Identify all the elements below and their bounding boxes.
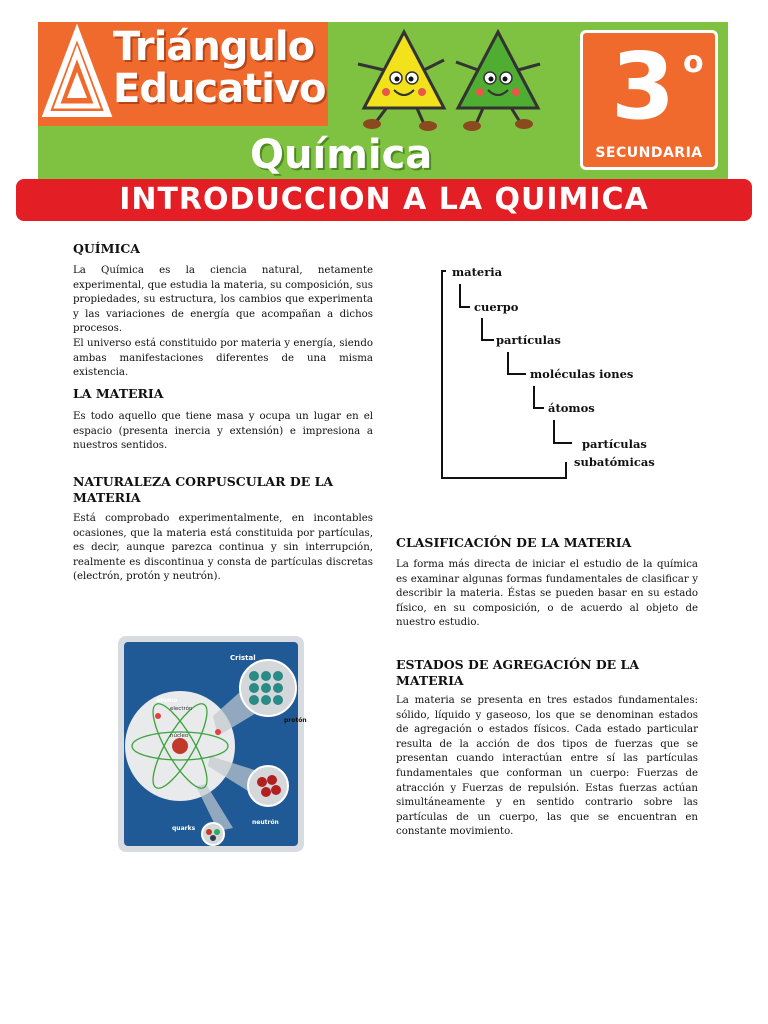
paragraph-naturaleza-corpuscular: Está comprobado experimentalmente, en incontables ocasiones, que la materia está constituida por partículas, es decir, aunque parezca continua y sin interrupción, realmente es discontinua y consta de partículas discretas (electrón, protón y neutrón). (73, 513, 373, 583)
subject-title: Química (250, 132, 433, 178)
tree-node-cuerpo: cuerpo (474, 300, 519, 314)
label-quarks: quarks (172, 825, 196, 832)
nucleus-icon (172, 738, 188, 754)
matter-hierarchy-diagram (436, 262, 676, 482)
label-neutron: neutrón (252, 819, 279, 826)
atom-structure-figure (118, 636, 307, 852)
paragraph-la-materia: Es todo aquello que tiene masa y ocupa un lugar en el espacio (presenta inercia y extensión) e impresiona a nuestros sentidos. (73, 411, 373, 452)
heading-naturaleza-corpuscular: NATURALEZA CORPUSCULAR DE LA MATERIA (73, 474, 334, 505)
grade-level: SECUNDARIA (595, 145, 703, 161)
heading-clasificacion: CLASIFICACIÓN DE LA MATERIA (396, 535, 632, 550)
paragraph-quimica-definition: La Química es la ciencia natural, netamente experimental, que estudia la materia, su composición, sus propiedades, su estructura, los cambios que experimenta y las variaciones de energía que acompañan a dichos procesos. (73, 265, 373, 335)
tree-node-moleculas-iones: moléculas iones (530, 367, 634, 381)
paragraph-estados-agregacion: La materia se presenta en tres estados fundamentales: sólido, líquido y gaseoso, los que se denominan estados de agregación o estados físicos. Cada estado particular resulta de la acción de dos tipos de fuerzas que se presentan cuando interactúan entre sí las partículas fundamentales que conforman un cuerpo: Fuerzas de atracción y Fuerzas de repulsión. Estas fuerzas actúan simultáneamente y en sentido contrario sobre las partículas de un cuerpo, las que se encuentran en constante movimiento. (396, 695, 698, 838)
page-title: INTRODUCCION A LA QUIMICA (119, 182, 649, 217)
label-electron: electrón (170, 706, 193, 712)
label-atomo: átomo (156, 697, 178, 704)
tree-node-particulas-subatomicas-1: partículas (582, 437, 647, 451)
triangle-mascots-icon (348, 26, 548, 134)
grade-badge (580, 30, 718, 170)
heading-la-materia: LA MATERIA (73, 386, 164, 401)
tree-node-atomos: átomos (548, 401, 595, 415)
paragraph-universo: El universo está constituido por materia y energía, siendo ambas manifestaciones diferentes de una misma existencia. (73, 338, 373, 379)
paragraph-clasificacion: La forma más directa de iniciar el estudio de la química es examinar algunas formas fundamentales de clasificar y describir la materia. Éstas se pueden basar en su estado físico, en su composición, o de acuerdo al objeto de nuestro estudio. (396, 559, 698, 629)
brand-line-2: Educativo (113, 66, 326, 112)
label-nucleo: núcleo (170, 733, 189, 739)
grade-number: 3 (610, 33, 675, 140)
tree-node-particulas: partículas (496, 333, 561, 347)
tree-node-particulas-subatomicas-2: subatómicas (574, 455, 655, 469)
heading-quimica: QUÍMICA (73, 241, 140, 256)
triangle-logo-icon (44, 30, 110, 116)
title-bar (16, 179, 752, 221)
label-cristal: Cristal (230, 654, 256, 662)
tree-node-materia: materia (452, 265, 503, 279)
brand-line-1: Triángulo (113, 24, 315, 70)
heading-estados-agregacion: ESTADOS DE AGREGACIÓN DE LA MATERIA (396, 657, 640, 688)
brand-name (113, 26, 326, 110)
grade-ordinal: o (683, 45, 704, 80)
label-proton: protón (284, 717, 307, 724)
